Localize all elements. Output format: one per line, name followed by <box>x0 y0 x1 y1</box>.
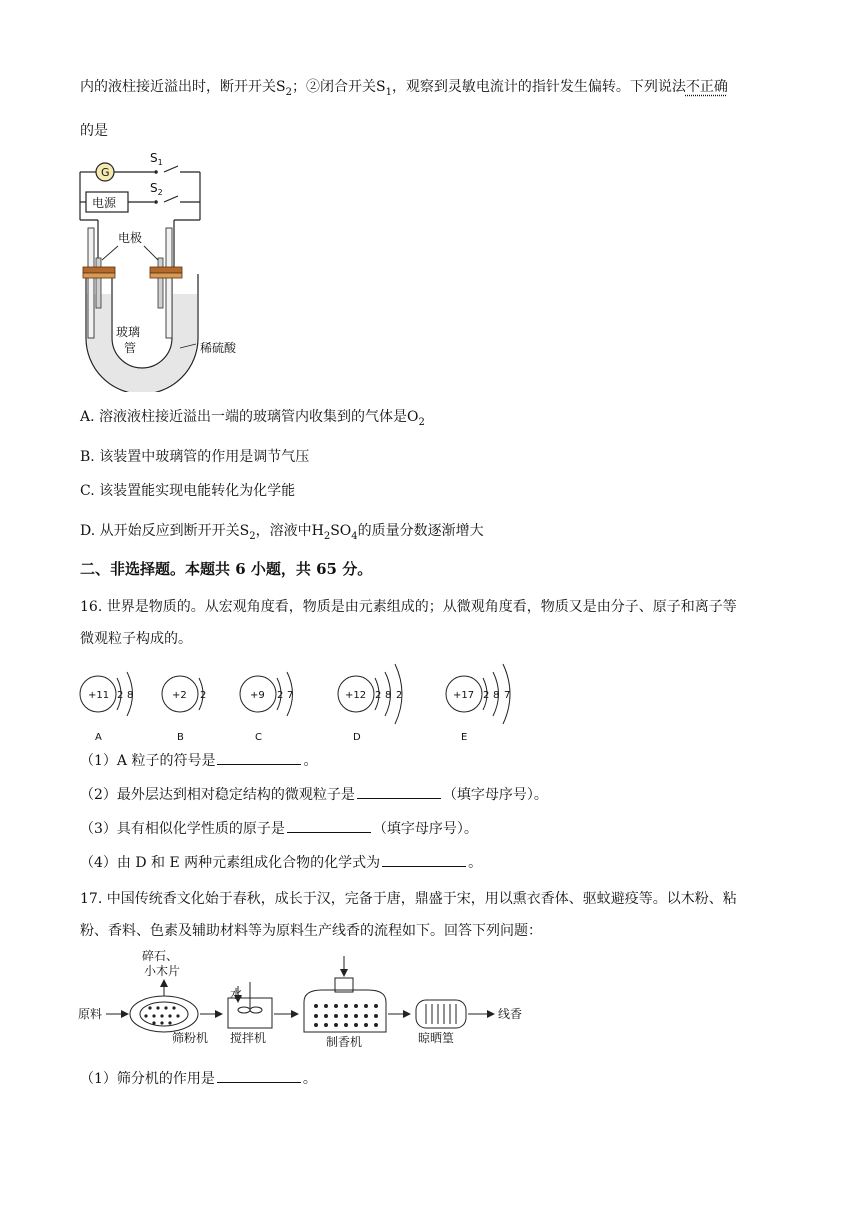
particle-e-letter: E <box>461 732 468 743</box>
flow-drying-label: 晾晒篁 <box>418 1031 455 1045</box>
particle-c-letter: C <box>255 732 262 743</box>
q16-sub-4-text: （4）由 D 和 E 两种元素组成化合物的化学式为 <box>80 855 381 871</box>
option-d-sub-2: 2 <box>323 530 331 542</box>
option-d-text-d: 的质量分数逐渐增大 <box>357 523 484 539</box>
particle-d-shell-1: 2 <box>375 690 382 701</box>
particle-a-letter: A <box>95 732 102 743</box>
option-a-sub: 2 <box>418 416 425 428</box>
galvanometer-label: G <box>101 166 110 179</box>
incense-process-flowchart <box>76 946 536 1054</box>
option-d-sub-3: 4 <box>351 530 358 542</box>
flow-sieve-label: 筛粉机 <box>172 1031 209 1045</box>
particle-d-nucleus: +12 <box>345 690 367 701</box>
emphasis-not-correct: 不正确 <box>685 79 728 95</box>
option-a <box>80 406 425 428</box>
flow-raw-material-label: 原料 <box>78 1007 103 1021</box>
glass-tube-label-2: 管 <box>124 341 137 355</box>
q16-sub-2-end: （填字母序号）。 <box>442 787 548 803</box>
q16-sub-2 <box>80 784 548 804</box>
particle-e-shell-2: 8 <box>493 690 500 701</box>
particle-d-shell-2: 8 <box>385 690 392 701</box>
flow-water-label: 水 <box>230 987 243 1001</box>
q17-sub-1-text: （1）筛分机的作用是 <box>80 1071 215 1087</box>
flow-byproduct-label-1: 碎石、 <box>142 949 179 963</box>
particle-e-shell-1: 2 <box>483 690 490 701</box>
option-c: C. 该装置能实现电能转化为化学能 <box>80 483 296 499</box>
q16-sub-4 <box>80 852 482 872</box>
dilute-sulfuric-acid-label: 稀硫酸 <box>200 341 237 355</box>
particle-c-nucleus: +9 <box>250 690 265 701</box>
particle-a-shell-2: 8 <box>127 690 134 701</box>
flow-byproduct-label-2: 小木片 <box>144 964 181 978</box>
particle-d-shell-3: 2 <box>396 690 403 701</box>
q16-sub-3 <box>80 818 478 838</box>
option-d-sub-1: 2 <box>249 530 256 542</box>
option-d-text-b: ，溶液中H <box>255 523 324 539</box>
q16-stem-line-1: 16. 世界是物质的。从宏观角度看，物质是由元素组成的；从微观角度看，物质又是由分子、原子和离子等 <box>80 599 737 615</box>
option-d-text-c: SO <box>330 523 352 539</box>
answer-blank-q16-3[interactable] <box>287 820 371 833</box>
intro-text-a: 内的液柱接近溢出时，断开开关S <box>80 79 286 95</box>
intro-line-2: 的是 <box>80 123 108 139</box>
particle-c-shell-2: 7 <box>287 690 294 701</box>
answer-blank-q16-2[interactable] <box>357 786 441 799</box>
q16-sub-4-end: 。 <box>468 855 483 871</box>
particle-b-shell-1: 2 <box>200 690 207 701</box>
option-d-text-a: D. 从开始反应到断开开关S <box>80 523 250 539</box>
flow-mixer-label: 搅拌机 <box>230 1031 267 1045</box>
q16-sub-2-text: （2）最外层达到相对稳定结构的微观粒子是 <box>80 787 355 803</box>
q16-sub-1-end: 。 <box>303 753 318 769</box>
q16-sub-1 <box>80 750 317 770</box>
option-a-text: A. 溶液液柱接近溢出一端的玻璃管内收集到的气体是O <box>80 409 419 425</box>
q17-sub-1-end: 。 <box>302 1071 317 1087</box>
q17-stem-line-2: 粉、香料、色素及辅助材料等为原料生产线香的流程如下。回答下列问题： <box>80 923 542 939</box>
particle-d-letter: D <box>353 732 361 743</box>
answer-blank-q16-4[interactable] <box>382 854 466 867</box>
glass-tube-label-1: 玻璃 <box>116 325 141 339</box>
q16-sub-3-text: （3）具有相似化学性质的原子是 <box>80 821 285 837</box>
electrolysis-apparatus-figure <box>72 148 262 392</box>
answer-blank-q16-1[interactable] <box>217 752 301 765</box>
q16-stem-line-2: 微观粒子构成的。 <box>80 631 192 647</box>
particle-b-nucleus: +2 <box>172 690 187 701</box>
particle-b-letter: B <box>177 732 184 743</box>
intro-sub-1: 2 <box>285 86 292 98</box>
atom-structure-diagrams <box>72 650 542 746</box>
electrode-label: 电极 <box>118 231 143 245</box>
particle-a-shell-1: 2 <box>117 690 124 701</box>
intro-text-c: ，观察到灵敏电流计的指针发生偏转。下列说法 <box>391 79 686 95</box>
q16-sub-1-text: （1）A 粒子的符号是 <box>80 753 216 769</box>
switch-s1-label: $S_1$ <box>150 151 163 167</box>
particle-e-nucleus: +17 <box>453 690 475 701</box>
q16-sub-3-end: （填字母序号）。 <box>372 821 478 837</box>
flow-product-label: 线香 <box>498 1007 523 1021</box>
flow-maker-label: 制香机 <box>326 1035 363 1049</box>
switch-s2-label: $S_2$ <box>150 181 163 197</box>
particle-a-nucleus: +11 <box>88 690 110 701</box>
intro-sub-2: 1 <box>385 86 392 98</box>
intro-line-1 <box>80 76 728 98</box>
q17-sub-1 <box>80 1068 317 1088</box>
option-d <box>80 520 484 542</box>
section-2-heading: 二、非选择题。本题共 6 小题，共 65 分。 <box>80 560 373 578</box>
drying-rack-icon <box>416 1000 466 1028</box>
intro-text-b: ；②闭合开关S <box>291 79 386 95</box>
q17-stem-line-1: 17. 中国传统香文化始于春秋，成长于汉，完备于唐，鼎盛于宋，用以熏衣香体、驱蚊避疫等。以木粉、粘 <box>80 891 737 907</box>
option-b: B. 该装置中玻璃管的作用是调节气压 <box>80 449 310 465</box>
answer-blank-q17-1[interactable] <box>217 1070 301 1083</box>
power-source-label: 电源 <box>92 196 117 210</box>
particle-e-shell-3: 7 <box>504 690 511 701</box>
particle-c-shell-1: 2 <box>277 690 284 701</box>
